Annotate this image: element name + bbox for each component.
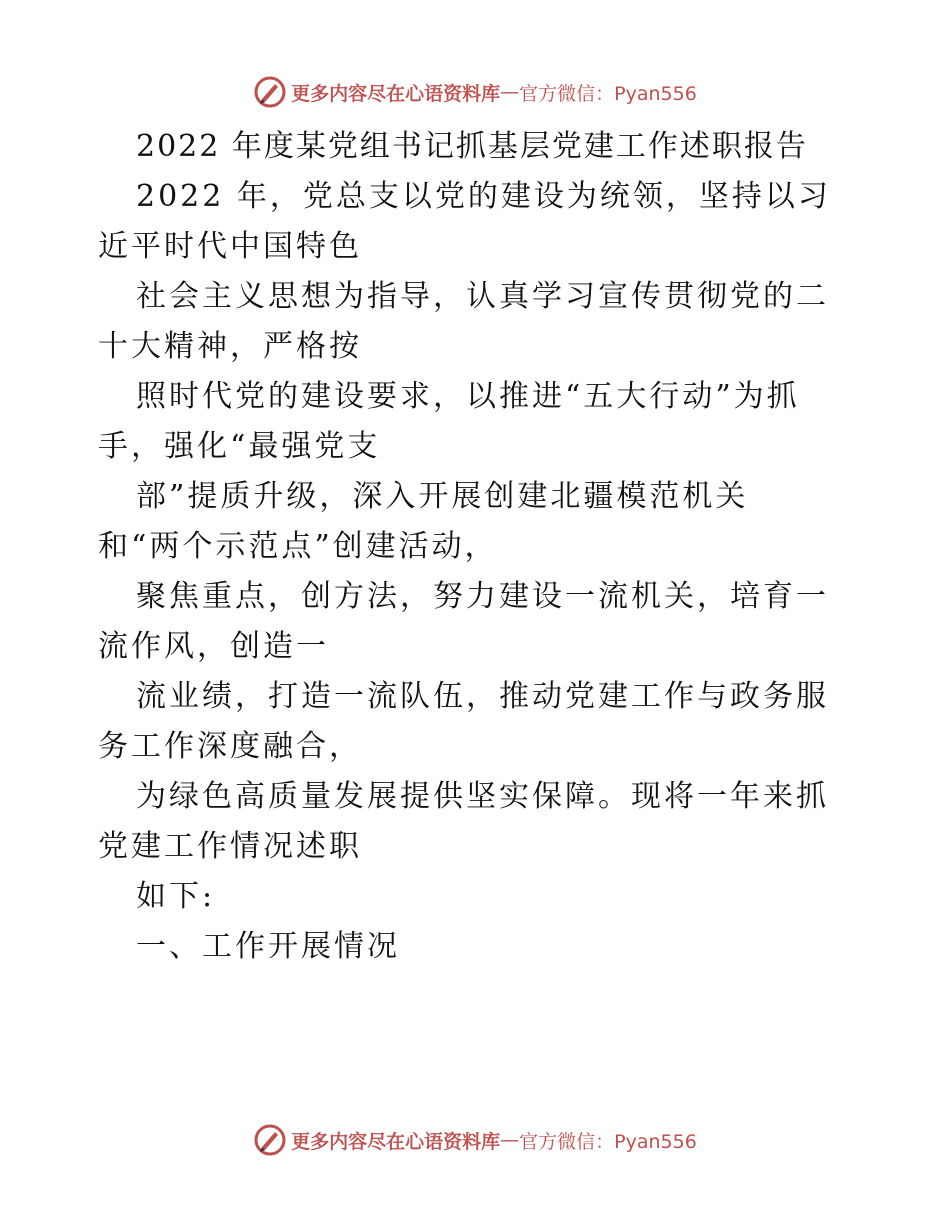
banner-wechat: 官方微信：Pyan556 bbox=[519, 82, 697, 105]
document-title: 2022 年度某党组书记抓基层党建工作述职报告 bbox=[136, 129, 808, 164]
paragraph-line: 务工作深度融合， bbox=[98, 729, 362, 764]
document-body bbox=[98, 122, 858, 972]
banner-dash: — bbox=[500, 1129, 520, 1151]
paragraph-line: 照时代党的建设要求，以推进“五大行动”为抓 bbox=[136, 379, 800, 414]
banner-wechat: 官方微信：Pyan556 bbox=[519, 1130, 697, 1153]
footer-banner bbox=[0, 1120, 950, 1160]
section-heading: 一、工作开展情况 bbox=[136, 929, 400, 964]
paragraph-line: 如下: bbox=[136, 879, 216, 914]
banner-text: 更多内容尽在心语资料库 bbox=[291, 1130, 501, 1153]
paragraph-line: 十大精神，严格按 bbox=[98, 329, 362, 364]
paragraph-line: 流作风，创造一 bbox=[98, 629, 329, 664]
paragraph-line: 党建工作情况述职 bbox=[98, 829, 362, 864]
paragraph-line: 为绿色高质量发展提供坚实保障。现将一年来抓 bbox=[136, 779, 829, 814]
paragraph-line: 手，强化“最强党支 bbox=[98, 429, 381, 464]
banner-dash: — bbox=[500, 81, 520, 103]
paragraph-line: 聚焦重点，创方法，努力建设一流机关，培育一 bbox=[136, 579, 829, 614]
pen-logo-icon bbox=[253, 75, 287, 109]
paragraph-line: 2022 年，党总支以党的建设为统领，坚持以习 bbox=[136, 179, 831, 214]
pen-logo-icon bbox=[253, 1123, 287, 1157]
header-banner bbox=[0, 72, 950, 112]
paragraph-line: 流业绩，打造一流队伍，推动党建工作与政务服 bbox=[136, 679, 829, 714]
paragraph-line: 部”提质升级，深入开展创建北疆模范机关 bbox=[136, 479, 749, 514]
paragraph-line: 和“两个示范点”创建活动， bbox=[98, 529, 498, 564]
paragraph-line: 近平时代中国特色 bbox=[98, 229, 362, 264]
banner-text: 更多内容尽在心语资料库 bbox=[291, 82, 501, 105]
paragraph-line: 社会主义思想为指导，认真学习宣传贯彻党的二 bbox=[136, 279, 829, 314]
